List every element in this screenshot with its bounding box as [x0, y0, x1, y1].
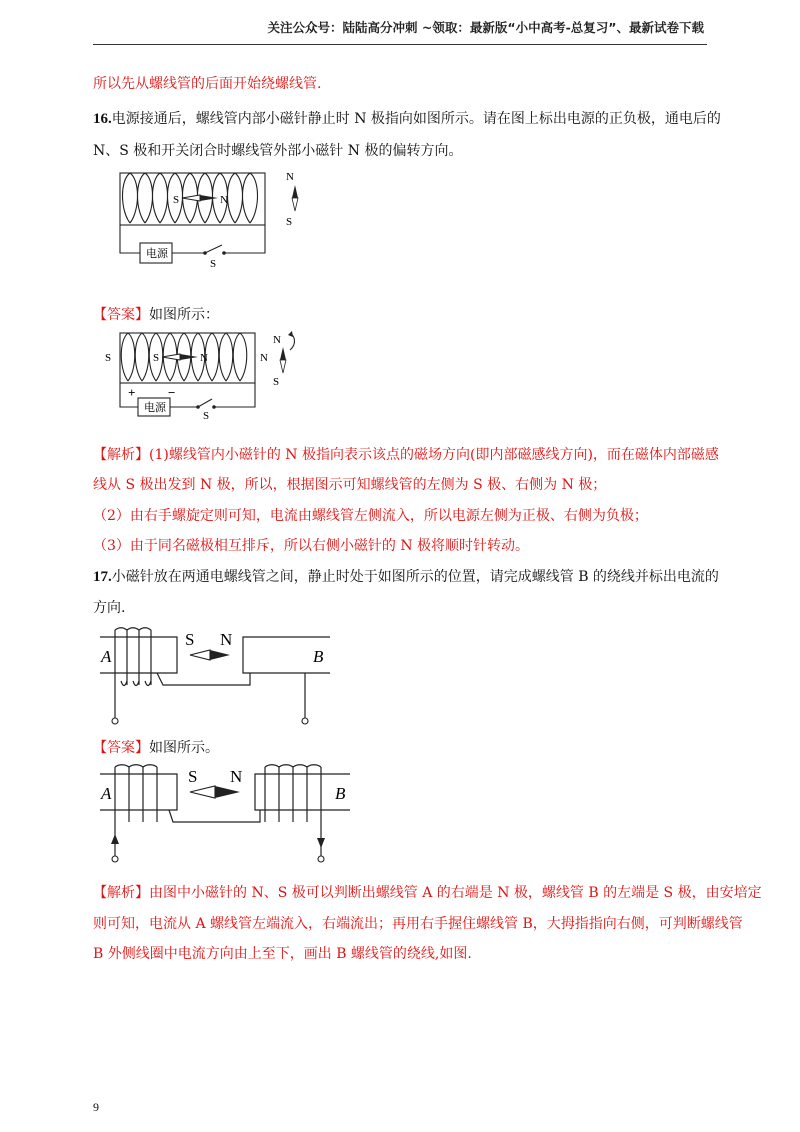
q16-analysis-line2: 线从 S 极出发到 N 极，所以，根据图示可知螺线管的左侧为 S 极、右侧为 N 极； — [93, 477, 607, 493]
q16a-right-pole: N — [260, 352, 268, 364]
q17a-label-a: A — [101, 784, 112, 803]
header-divider — [93, 44, 707, 45]
q17a-current-in-arrow — [111, 834, 119, 844]
q16a-outer-n-label: N — [273, 334, 281, 346]
q16-figure — [110, 165, 310, 270]
q16a-needle-n-half — [180, 354, 198, 360]
q16a-coil-loop — [219, 333, 233, 381]
q17a-solenoid-a-body — [100, 774, 177, 810]
q16-coil-loop — [243, 173, 258, 223]
q16a-minus-sign: − — [168, 385, 176, 400]
q16-answer-line: 【答案】如图所示： — [93, 307, 219, 323]
q17a-needle-n-half — [215, 786, 240, 798]
page-header: 关注公众号：陆陆高分冲刺 ~领取：最新版“小中高考-总复习”、最新试卷下载 — [267, 20, 704, 35]
q16-analysis-line1: 【解析】(1)螺线管内小磁针的 N 极指向表示该点的磁场方向(即内部磁感线方向)，而在磁体内部磁感 — [93, 447, 719, 463]
q16a-power-label: 电源 — [144, 402, 166, 414]
q16-circuit-wire — [120, 225, 265, 253]
q17a-current-out-arrow — [317, 838, 325, 848]
q16-number: 16. — [93, 111, 112, 127]
q17-number: 17. — [93, 569, 112, 585]
q17-coil-a-top — [115, 628, 151, 630]
q16-analysis-line4: （3）由于同名磁极相互排斥，所以右侧小磁针的 N 极将顺时针转动。 — [93, 538, 530, 554]
q17-text-line1: 17.小磁针放在两通电螺线管之间，静止时处于如图所示的位置，请完成螺线管 B 的绕线并标出电流的 — [93, 569, 719, 585]
q16-answer-figure — [100, 325, 310, 420]
q17a-coil-b-top — [265, 765, 321, 767]
q17-needle-s-label: S — [185, 630, 195, 649]
q16a-coil-loop — [121, 333, 135, 381]
q17a-connecting-wire — [169, 810, 260, 822]
q16-coil-loop — [228, 173, 243, 223]
q17-analysis-line2: 则可知，电流从 A 螺线管左端流入，右端流出；再用右手握住螺线管 B，大拇指指向右侧，可判断螺线管 — [93, 916, 743, 932]
q16-outer-needle-n — [292, 185, 298, 198]
q16-text-line2: N、S 极和开关闭合时螺线管外部小磁针 N 极的偏转方向。 — [93, 143, 463, 159]
q17-answer-line: 【答案】如图所示。 — [93, 740, 219, 756]
q16a-outer-s-label: S — [273, 376, 280, 388]
q16a-needle-n-label: N — [200, 352, 208, 364]
q17a-coil-a-top — [115, 765, 157, 767]
q16a-coil-loop — [233, 333, 247, 381]
q17-needle-s-half — [190, 650, 210, 660]
q16-power-label: 电源 — [146, 248, 168, 260]
q17-label-a: A — [101, 647, 112, 666]
q17-coil-a-bottom — [121, 681, 151, 686]
q17-answer-figure — [95, 762, 360, 867]
q16-coil-loop — [153, 173, 168, 223]
q17-answer-label: 【答案】 — [93, 740, 149, 756]
q16a-plus-sign: + — [128, 385, 136, 400]
q16a-coil-loop — [135, 333, 149, 381]
q16-coil-loop — [138, 173, 153, 223]
q17-connecting-wire — [157, 673, 250, 685]
q17a-needle-s-label: S — [188, 767, 198, 786]
q16-needle-n-half — [200, 195, 218, 201]
q16a-switch-label: S — [203, 410, 210, 420]
q16a-left-pole: S — [105, 352, 112, 364]
q16-outer-needle-s — [292, 198, 298, 211]
q16a-circuit-wire — [120, 383, 255, 407]
q17a-needle-n-label: N — [230, 767, 243, 786]
q16-answer-label: 【答案】 — [93, 307, 149, 323]
q17a-needle-s-half — [190, 786, 215, 798]
q17-figure — [95, 625, 345, 725]
q16a-needle-s-half — [162, 354, 180, 360]
q16-needle-s-half — [182, 195, 200, 201]
q16a-needle-s-label: S — [153, 352, 160, 364]
page-number: 9 — [93, 1100, 99, 1114]
q17a-coil-b-front — [265, 767, 321, 822]
q16-text-line1: 16.电源接通后，螺线管内部小磁针静止时 N 极指向如图所示。请在图上标出电源的正负极，通电后的 — [93, 111, 721, 127]
q17-text-line2: 方向. — [93, 600, 126, 616]
prev-answer-tail: 所以先从螺线管的后面开始绕螺线管. — [93, 76, 322, 92]
q17-coil-a-front — [115, 630, 151, 685]
q16-outer-s-label: S — [286, 216, 293, 228]
q17-analysis-line3: B 外侧线圈中电流方向由上至下，画出 B 螺线管的绕线,如图. — [93, 946, 472, 962]
q16a-outer-needle-s — [280, 360, 286, 373]
q16a-outer-needle-n — [280, 347, 286, 360]
q16-coil-loop — [123, 173, 138, 223]
q17a-coil-a-front — [115, 767, 157, 822]
q17-needle-n-half — [210, 650, 230, 660]
q17a-label-b: B — [335, 784, 346, 803]
q17-label-b: B — [313, 647, 324, 666]
q17-analysis-line1: 【解析】由图中小磁针的 N、S 极可以判断出螺线管 A 的右端是 N 极，螺线管 B 的左端是 S 极，由安培定 — [93, 885, 762, 901]
q16-switch-label: S — [210, 258, 217, 270]
q16-analysis-line3: （2）由右手螺旋定则可知，电流由螺线管左侧流入，所以电源左侧为正极、右侧为负极； — [93, 508, 648, 524]
q17-needle-n-label: N — [220, 630, 233, 649]
q16-outer-n-label: N — [286, 171, 294, 183]
q16-needle-n-label: N — [220, 194, 228, 206]
q16-needle-s-label: S — [173, 194, 180, 206]
